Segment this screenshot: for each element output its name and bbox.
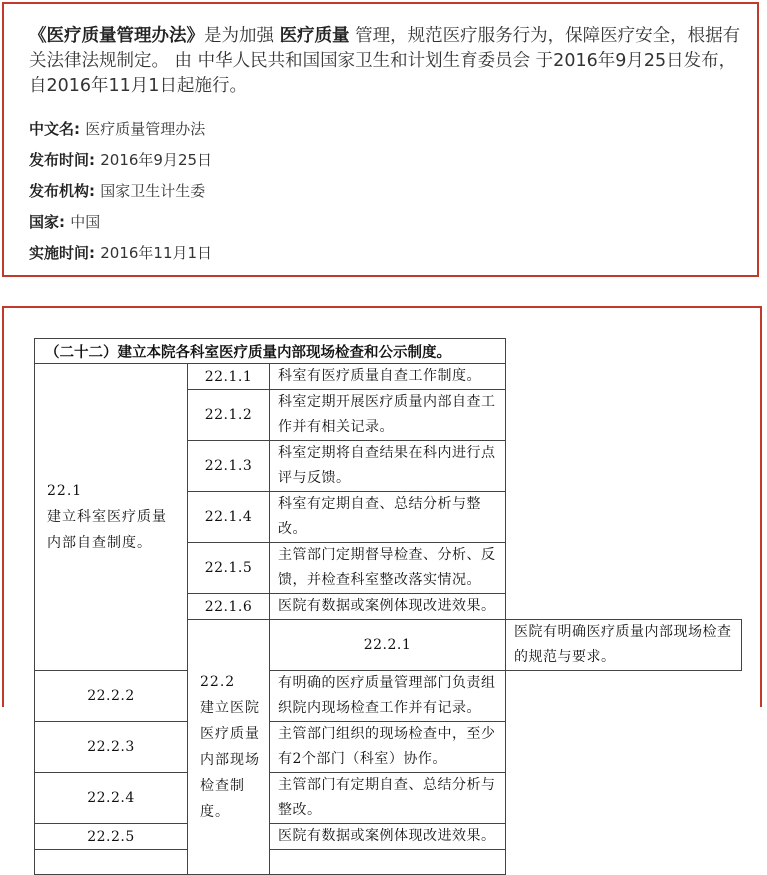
- fact-key: 发布机构: [29, 182, 90, 200]
- item-code: 22.1.4: [188, 492, 270, 543]
- standard-table-card: [2, 306, 762, 845]
- fact-row: 实施时间: 2016年11月1日: [29, 244, 213, 262]
- intro-bold-term: 医疗质量: [279, 26, 350, 46]
- intro-text-1: 是为加强: [204, 26, 280, 46]
- item-code: 22.2.1: [270, 620, 506, 671]
- item-text: 主管部门有定期自查、总结分析与整改。: [270, 773, 506, 824]
- intro-text-2: 管理，规范医疗服务行为，保障医疗安全，根据有关法律法规制定。 由 中华人民共和国国家卫生和计划生育委员会 于2016年9月25日发布，自2016年11月1日起施行。: [29, 26, 741, 96]
- item-code: 22.2.2: [35, 671, 188, 722]
- facts-list: [29, 117, 212, 272]
- group-cell: [35, 364, 188, 671]
- fact-value: 医疗质量管理办法: [85, 120, 206, 138]
- group-code: 22.2: [200, 674, 236, 690]
- fact-value: 中国: [70, 213, 101, 231]
- item-text: 科室定期将自查结果在科内进行点评与反馈。: [270, 441, 506, 492]
- fact-row: 中文名: 医疗质量管理办法: [29, 120, 206, 138]
- item-text: 科室定期开展医疗质量内部自查工作并有相关记录。: [270, 390, 506, 441]
- item-code: 22.2.5: [35, 824, 188, 850]
- item-text: [270, 850, 506, 875]
- fact-row: 发布机构: 国家卫生计生委: [29, 182, 206, 200]
- standards-table: [34, 338, 742, 875]
- fact-value: 2016年11月1日: [100, 244, 213, 262]
- fact-key: 实施时间: [29, 244, 90, 262]
- item-code: 22.1.6: [188, 594, 270, 620]
- item-code: 22.1.2: [188, 390, 270, 441]
- item-code: 22.1.5: [188, 543, 270, 594]
- item-text: 科室有医疗质量自查工作制度。: [270, 364, 506, 390]
- item-code: 22.1.3: [188, 441, 270, 492]
- item-text: 有明确的医疗质量管理部门负责组织院内现场检查工作并有记录。: [270, 671, 506, 722]
- item-code: 22.1.1: [188, 364, 270, 390]
- table-header: （二十二）建立本院各科室医疗质量内部现场检查和公示制度。: [35, 339, 506, 364]
- item-text: 医院有数据或案例体现改进效果。: [270, 594, 506, 620]
- intro-paragraph: [29, 24, 749, 99]
- item-code: 22.2.4: [35, 773, 188, 824]
- item-text: 医院有明确医疗质量内部现场检查的规范与要求。: [506, 620, 742, 671]
- group-title: 建立科室医疗质量内部自查制度。: [47, 509, 167, 551]
- fact-value: 国家卫生计生委: [100, 182, 206, 200]
- group-title: 建立医院医疗质量内部现场检查制度。: [200, 700, 260, 820]
- item-text: 医院有数据或案例体现改进效果。: [270, 824, 506, 850]
- item-text: 主管部门组织的现场检查中，至少有2个部门（科室）协作。: [270, 722, 506, 773]
- item-text: 主管部门定期督导检查、分析、反馈，并检查科室整改落实情况。: [270, 543, 506, 594]
- item-code: 22.2.3: [35, 722, 188, 773]
- group-code: 22.1: [47, 483, 83, 499]
- fact-row: 国家: 中国: [29, 213, 101, 231]
- item-code: [35, 850, 188, 875]
- fact-row: 发布时间: 2016年9月25日: [29, 151, 213, 169]
- fact-key: 中文名: [29, 120, 75, 138]
- fact-key: 发布时间: [29, 151, 90, 169]
- fact-key: 国家: [29, 213, 60, 231]
- summary-card: [2, 2, 759, 277]
- group-cell: [188, 620, 270, 875]
- law-title: 《医疗质量管理办法》: [29, 26, 204, 46]
- fact-value: 2016年9月25日: [100, 151, 213, 169]
- item-text: 科室有定期自查、总结分析与整改。: [270, 492, 506, 543]
